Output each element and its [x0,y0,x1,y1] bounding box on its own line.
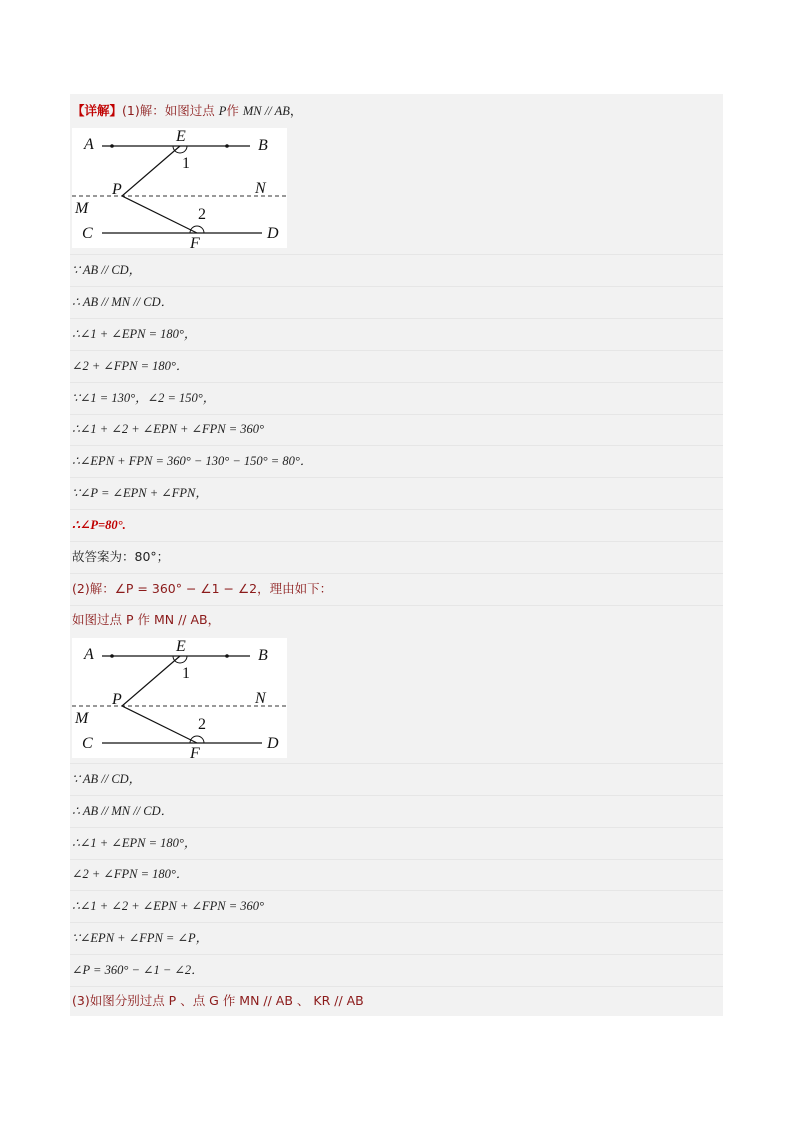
label-E: E [176,128,186,145]
label-F: F [190,745,200,758]
step-line: ∴∠1 + ∠EPN = 180°， [72,327,197,341]
label-P: P [112,181,122,198]
step-line: ∠2 + ∠FPN = 180°． [72,867,189,881]
separator [70,795,723,796]
part3-header: (3)如图分别过点 P 、点 G 作 MN // AB 、 KR // AB [72,993,364,1008]
label-M: M [75,200,89,217]
label-C: C [82,735,93,752]
label-M: M [75,710,89,727]
step-line: ∠P = 360° − ∠1 − ∠2． [72,963,204,977]
step-line: ∵∠EPN + ∠FPN = ∠P， [72,931,209,945]
step-line: ∵ AB // CD， [72,772,142,786]
separator [70,286,723,287]
separator [70,318,723,319]
separator [70,859,723,860]
separator [70,541,723,542]
separator [70,509,723,510]
label-D: D [267,735,279,752]
label-D: D [267,225,279,242]
label-C: C [82,225,93,242]
label-F: F [190,235,200,248]
step-line: ∴ AB // MN // CD． [72,295,174,309]
part2-header: (2)解：∠P = 360° − ∠1 − ∠2，理由如下： [72,581,333,596]
step-line: ∴∠1 + ∠2 + ∠EPN + ∠FPN = 360° [72,899,265,913]
label-B: B [258,137,268,154]
separator [70,382,723,383]
label-P: P [112,691,122,708]
separator [70,254,723,255]
separator [70,605,723,606]
separator [70,573,723,574]
separator [70,350,723,351]
separator [70,477,723,478]
step-line: ∵∠P = ∠EPN + ∠FPN， [72,486,208,500]
label-1: 1 [182,665,190,682]
geometry-figure-2 [72,638,287,758]
separator [70,763,723,764]
label-A: A [84,136,94,153]
part2-intro: 如图过点 P 作 MN // AB， [72,612,221,627]
label-N: N [255,180,266,197]
label-1: 1 [182,155,190,172]
label-N: N [255,690,266,707]
label-B: B [258,647,268,664]
separator [70,445,723,446]
separator [70,827,723,828]
separator [70,922,723,923]
separator [70,954,723,955]
step-line: ∴∠1 + ∠EPN = 180°， [72,836,197,850]
step-line: ∴∠EPN + FPN = 360° − 130° − 150° = 80°． [72,454,313,468]
label-2: 2 [198,716,206,733]
separator [70,890,723,891]
part1-conclusion: ∴∠P=80°. [72,518,126,532]
step-line: ∵ AB // CD， [72,263,142,277]
label-A: A [84,646,94,663]
part1-answer: 故答案为：80°； [72,549,170,564]
step-line: ∴∠1 + ∠2 + ∠EPN + ∠FPN = 360° [72,422,265,436]
label-E: E [176,638,186,655]
step-line: ∴ AB // MN // CD． [72,804,174,818]
step-line: ∠2 + ∠FPN = 180°． [72,359,189,373]
label-2: 2 [198,206,206,223]
separator [70,414,723,415]
step-line: ∵∠1 = 130°，∠2 = 150°， [72,391,216,405]
separator [70,986,723,987]
geometry-figure-1 [72,128,287,248]
part1-header: 【详解】(1)解：如图过点 P作 MN // AB， [72,103,303,118]
